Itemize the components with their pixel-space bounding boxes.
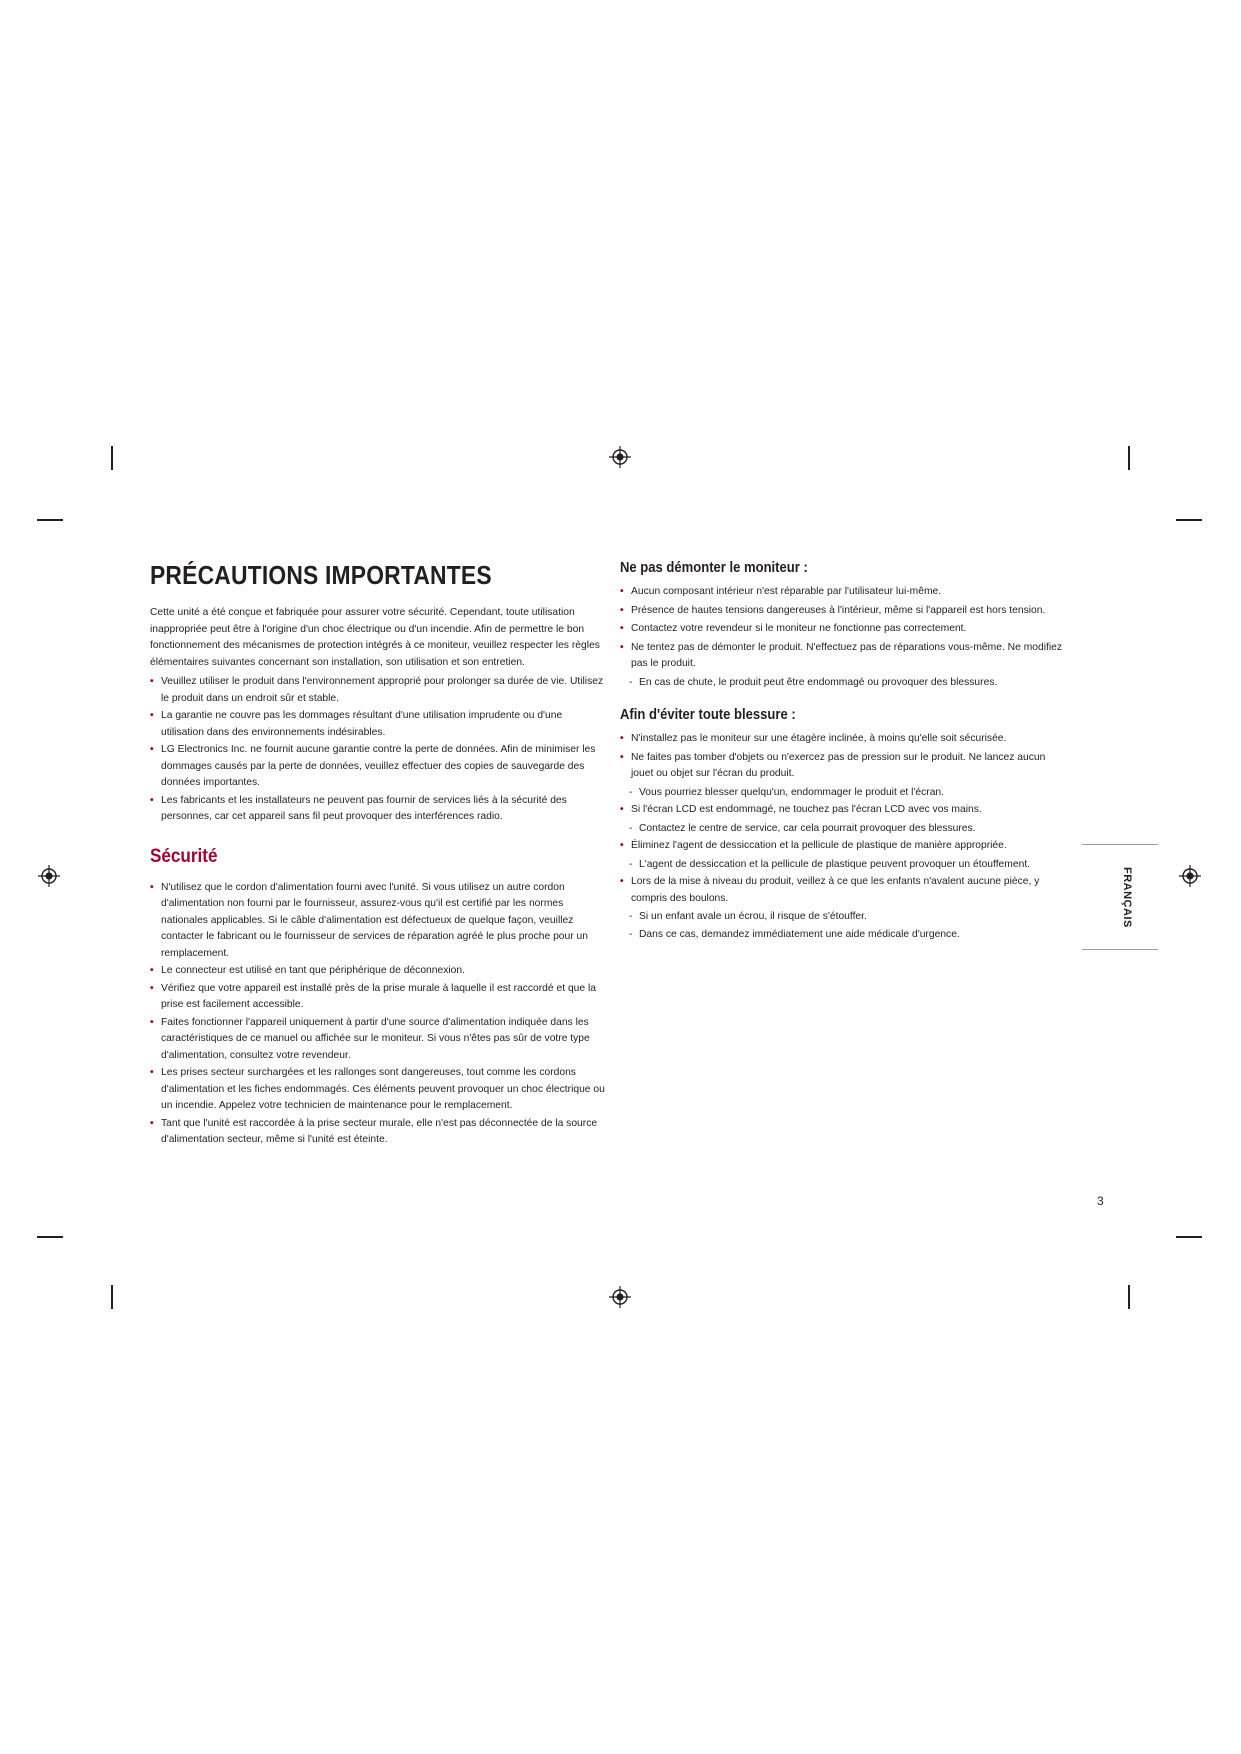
sub-list-item: - Vous pourriez blesser quelqu'un, endommager le produit et l'écran.	[620, 785, 1070, 802]
section-demonter	[620, 560, 1070, 691]
blessure-list	[620, 731, 1070, 943]
registration-mark-icon	[609, 1286, 631, 1308]
list-item: • Vérifiez que votre appareil est installé près de la prise murale à laquelle il est raccordé et que la prise est facilement accessible.	[150, 981, 605, 1014]
crop-mark	[1176, 519, 1202, 521]
language-label: FRANÇAIS	[1121, 866, 1133, 928]
list-item: • N'utilisez que le cordon d'alimentation fourni avec l'unité. Si vous utilisez un autre cordon d'alimentation non fourni par le fournisseur, assurez-vous qu'il est certifié par les normes nationales applicables. Si le câble d'alimentation est défectueux de quelque façon, veuillez contacter le fabricant ou le fournisseur de services de réparation agréé le plus proche pour un remplacement.	[150, 880, 605, 963]
list-item: • Les prises secteur surchargées et les rallonges sont dangereuses, tout comme les cordons d'alimentation et les fiches endommagés. Ces éléments peuvent provoquer un choc électrique ou un incendie. Appelez votre technicien de maintenance pour le remplacement.	[150, 1065, 605, 1115]
section-blessure	[620, 707, 1070, 943]
section-title-securite: Sécurité	[150, 845, 218, 867]
securite-bullet-list	[150, 880, 605, 1149]
list-item: • Contactez votre revendeur si le moniteur ne fonctionne pas correctement.	[620, 621, 1070, 638]
intro-bullet-list	[150, 674, 605, 826]
divider	[1082, 949, 1158, 950]
right-column	[620, 560, 1070, 959]
sub-list-item: - Dans ce cas, demandez immédiatement une aide médicale d'urgence.	[620, 927, 1070, 944]
registration-mark-icon	[609, 446, 631, 468]
left-column	[150, 560, 605, 1150]
crop-mark	[111, 446, 113, 470]
section-title-blessure: Afin d'éviter toute blessure :	[620, 707, 796, 723]
crop-mark	[111, 1285, 113, 1309]
crop-mark	[1176, 1236, 1202, 1238]
sub-list-item: - En cas de chute, le produit peut être endommagé ou provoquer des blessures.	[620, 675, 1070, 692]
crop-mark	[37, 1236, 63, 1238]
registration-mark-icon	[38, 865, 60, 887]
page-number: 3	[1097, 1194, 1104, 1208]
list-item: • Ne tentez pas de démonter le produit. N'effectuez pas de réparations vous-même. Ne modifiez pas le produit.	[620, 640, 1070, 673]
crop-mark	[1128, 1285, 1130, 1309]
list-item: • N'installez pas le moniteur sur une étagère inclinée, à moins qu'elle soit sécurisée.	[620, 731, 1070, 748]
list-item: • Présence de hautes tensions dangereuses à l'intérieur, même si l'appareil est hors tension.	[620, 603, 1070, 620]
demonter-list	[620, 584, 1070, 691]
list-item: • LG Electronics Inc. ne fournit aucune garantie contre la perte de données. Afin de minimiser les dommages causés par la perte de données, veuillez effectuer des copies de sauvegarde des données importantes.	[150, 742, 605, 792]
language-tab	[1082, 844, 1158, 950]
page-title: PRÉCAUTIONS IMPORTANTES	[150, 560, 492, 590]
list-item: • Le connecteur est utilisé en tant que périphérique de déconnexion.	[150, 963, 605, 980]
list-item: • Les fabricants et les installateurs ne peuvent pas fournir de services liés à la sécurité des personnes, car cet appareil sans fil peut provoquer des interférences radio.	[150, 793, 605, 826]
intro-paragraph: Cette unité a été conçue et fabriquée pour assurer votre sécurité. Cependant, toute utilisation inappropriée peut être à l'origine d'un choc électrique ou d'un incendie. Afin de permettre le bon fonctionnement des mécanismes de protection intégrés à ce moniteur, veuillez respecter les règles élémentaires suivantes concernant son installation, son utilisation et son entretien.	[150, 607, 600, 668]
crop-mark	[1128, 446, 1130, 470]
section-title-demonter: Ne pas démonter le moniteur :	[620, 560, 808, 576]
sub-list-item: - Contactez le centre de service, car cela pourrait provoquer des blessures.	[620, 821, 1070, 838]
list-item: • Lors de la mise à niveau du produit, veillez à ce que les enfants n'avalent aucune pièce, y compris des boulons.	[620, 874, 1070, 907]
list-item: • Faites fonctionner l'appareil uniquement à partir d'une source d'alimentation indiquée dans les caractéristiques de ce manuel ou affichée sur le moniteur. Si vous n'êtes pas sûr de votre type d'alimentation, consultez votre revendeur.	[150, 1015, 605, 1065]
crop-mark	[37, 519, 63, 521]
list-item: • Ne faites pas tomber d'objets ou n'exercez pas de pression sur le produit. Ne lancez aucun jouet ou objet sur l'écran du produit.	[620, 750, 1070, 783]
list-item: • Tant que l'unité est raccordée à la prise secteur murale, elle n'est pas déconnectée de la source d'alimentation secteur, même si l'unité est éteinte.	[150, 1116, 605, 1149]
registration-mark-icon	[1179, 865, 1201, 887]
sub-list-item: - Si un enfant avale un écrou, il risque de s'étouffer.	[620, 909, 1070, 926]
list-item: • La garantie ne couvre pas les dommages résultant d'une utilisation imprudente ou d'une utilisation dans des environnements indésirables.	[150, 708, 605, 741]
list-item: • Veuillez utiliser le produit dans l'environnement approprié pour prolonger sa durée de vie. Utilisez le produit dans un endroit sûr et stable.	[150, 674, 605, 707]
list-item: • Si l'écran LCD est endommagé, ne touchez pas l'écran LCD avec vos mains.	[620, 802, 1070, 819]
list-item: • Aucun composant intérieur n'est réparable par l'utilisateur lui-même.	[620, 584, 1070, 601]
divider	[1082, 844, 1158, 845]
list-item: • Éliminez l'agent de dessiccation et la pellicule de plastique de manière appropriée.	[620, 838, 1070, 855]
sub-list-item: - L'agent de dessiccation et la pellicule de plastique peuvent provoquer un étouffement.	[620, 857, 1070, 874]
